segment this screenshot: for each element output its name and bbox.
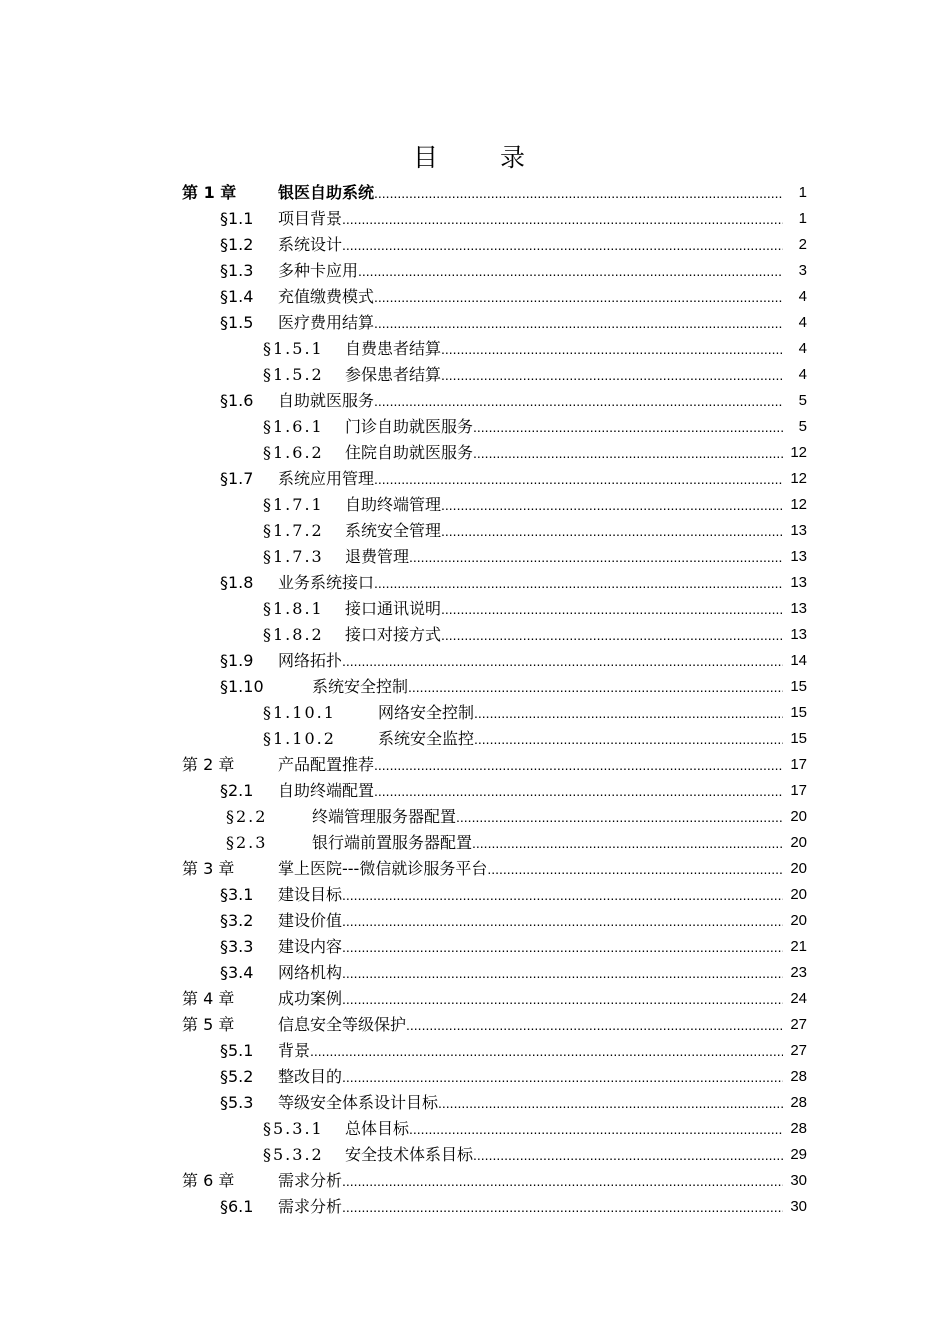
toc-entry-title: 充值缴费模式 (278, 287, 375, 306)
toc-entry-page: 30 (790, 1198, 807, 1215)
toc-entry-number: §1.7 (220, 469, 254, 488)
toc-entry-page: 12 (790, 444, 807, 461)
toc-entry-title: 安全技术体系目标 (345, 1145, 474, 1164)
dot-leader (310, 1038, 783, 1064)
toc-entry-title: 系统应用管理 (278, 469, 375, 488)
toc-entry[interactable] (0, 752, 950, 778)
dot-leader (374, 180, 783, 206)
toc-entry[interactable] (0, 882, 950, 908)
toc-entry-number: 第 4 章 (182, 989, 235, 1008)
toc-entry-title: 背景 (278, 1041, 311, 1060)
toc-entry-number: §1.6.1 (263, 417, 324, 436)
dot-leader (374, 466, 783, 492)
toc-entry-title: 参保患者结算 (345, 365, 442, 384)
toc-entry-page: 13 (790, 548, 807, 565)
toc-entry-page: 30 (790, 1172, 807, 1189)
dot-leader (474, 700, 783, 726)
toc-entry-page: 27 (790, 1016, 807, 1033)
dot-leader (456, 804, 783, 830)
toc-entry-page: 27 (790, 1042, 807, 1059)
dot-leader (342, 1064, 783, 1090)
toc-entry-title: 总体目标 (345, 1119, 410, 1138)
toc-entry-number: §1.4 (220, 287, 254, 306)
dot-leader (374, 752, 783, 778)
toc-entry-page: 24 (790, 990, 807, 1007)
dot-leader (441, 596, 783, 622)
toc-entry-title: 需求分析 (278, 1171, 343, 1190)
toc-entry-page: 1 (798, 210, 807, 227)
toc-entry[interactable] (0, 414, 950, 440)
toc-entry[interactable] (0, 232, 950, 258)
toc-entry-page: 4 (798, 314, 807, 331)
dot-leader (406, 1012, 783, 1038)
toc-entry-title: 系统安全管理 (345, 521, 442, 540)
toc-entry-page: 20 (790, 886, 807, 903)
dot-leader (441, 336, 783, 362)
toc-entry[interactable] (0, 1116, 950, 1142)
toc-entry[interactable] (0, 492, 950, 518)
toc-entry-number: §2.2 (226, 807, 268, 826)
toc-entry-number: §1.6 (220, 391, 254, 410)
toc-entry-number: §5.3.2 (263, 1145, 324, 1164)
toc-entry-page: 3 (798, 262, 807, 279)
dot-leader (409, 544, 783, 570)
dot-leader (438, 1090, 783, 1116)
toc-entry-page: 20 (790, 912, 807, 929)
toc-entry[interactable] (0, 258, 950, 284)
dot-leader (342, 206, 783, 232)
toc-entry-title: 项目背景 (278, 209, 343, 228)
toc-entry-number: §1.8 (220, 573, 254, 592)
toc-entry[interactable] (0, 388, 950, 414)
toc-entry[interactable] (0, 284, 950, 310)
dot-leader (374, 388, 783, 414)
dot-leader (472, 830, 783, 856)
toc-entry-number: §1.7.2 (263, 521, 324, 540)
toc-entry-number: §3.4 (220, 963, 254, 982)
toc-entry-number: §1.5 (220, 313, 254, 332)
toc-entry[interactable] (0, 1012, 950, 1038)
toc-entry[interactable] (0, 362, 950, 388)
toc-entry-page: 15 (790, 704, 807, 721)
toc-entry-title: 接口对接方式 (345, 625, 442, 644)
dot-leader (441, 492, 783, 518)
toc-entry-page: 20 (790, 860, 807, 877)
toc-entry[interactable] (0, 596, 950, 622)
dot-leader (473, 414, 783, 440)
toc-entry-page: 17 (790, 756, 807, 773)
dot-leader (374, 778, 783, 804)
toc-entry[interactable] (0, 1090, 950, 1116)
toc-entry-title: 退费管理 (345, 547, 410, 566)
toc-entry-page: 15 (790, 730, 807, 747)
toc-entry[interactable] (0, 180, 950, 206)
toc-entry[interactable] (0, 440, 950, 466)
toc-entry-title: 医疗费用结算 (278, 313, 375, 332)
toc-entry-title: 系统设计 (278, 235, 343, 254)
dot-leader (342, 908, 783, 934)
dot-leader (473, 1142, 783, 1168)
toc-entry-page: 2 (798, 236, 807, 253)
toc-entry[interactable] (0, 336, 950, 362)
toc-entry-number: 第 1 章 (182, 183, 237, 202)
toc-entry-title: 成功案例 (278, 989, 343, 1008)
toc-entry-number: §1.8.1 (263, 599, 324, 618)
toc-entry-number: §1.10 (220, 677, 264, 696)
dot-leader (441, 362, 783, 388)
toc-entry[interactable] (0, 830, 950, 856)
toc-entry-title: 建设价值 (278, 911, 343, 930)
toc-entry-number: 第 2 章 (182, 755, 235, 774)
toc-entry[interactable] (0, 908, 950, 934)
toc-entry-page: 1 (798, 184, 807, 201)
toc-title: 目录 (412, 143, 587, 172)
toc-entry-number: 第 3 章 (182, 859, 235, 878)
toc-entry[interactable] (0, 700, 950, 726)
toc-entry[interactable] (0, 960, 950, 986)
toc-entry-page: 20 (790, 834, 807, 851)
toc-entry-page: 20 (790, 808, 807, 825)
toc-entry-page: 14 (790, 652, 807, 669)
toc-entry[interactable] (0, 1142, 950, 1168)
toc-entry-title: 网络拓扑 (278, 651, 343, 670)
toc-entry-page: 12 (790, 496, 807, 513)
toc-entry-page: 28 (790, 1068, 807, 1085)
toc-entry[interactable] (0, 570, 950, 596)
dot-leader (342, 882, 783, 908)
toc-entry-page: 17 (790, 782, 807, 799)
toc-entry-number: §1.5.1 (263, 339, 324, 358)
toc-entry-number: §5.3 (220, 1093, 254, 1112)
dot-leader (374, 570, 783, 596)
toc-entry-number: §5.3.1 (263, 1119, 324, 1138)
toc-entry-page: 15 (790, 678, 807, 695)
toc-entry[interactable] (0, 1194, 950, 1220)
toc-entry-number: §5.2 (220, 1067, 254, 1086)
toc-entry[interactable] (0, 856, 950, 882)
toc-entry[interactable] (0, 804, 950, 830)
dot-leader (342, 1194, 783, 1220)
toc-entry-title: 网络安全控制 (378, 703, 475, 722)
toc-entry-title: 住院自助就医服务 (345, 443, 474, 462)
dot-leader (342, 1168, 783, 1194)
toc-entry-title: 产品配置推荐 (278, 755, 375, 774)
dot-leader (474, 726, 783, 752)
toc-entry-title: 等级安全体系设计目标 (278, 1093, 439, 1112)
toc-entry[interactable] (0, 622, 950, 648)
toc-entry-title: 银医自助系统 (278, 183, 375, 202)
toc-entry[interactable] (0, 1038, 950, 1064)
toc-entry-title: 掌上医院---微信就诊服务平台 (278, 859, 488, 878)
toc-entry-page: 21 (790, 938, 807, 955)
toc-entry-number: §3.2 (220, 911, 254, 930)
toc-entry-number: §6.1 (220, 1197, 254, 1216)
toc-entry-number: §1.1 (220, 209, 254, 228)
dot-leader (409, 1116, 783, 1142)
toc-entry-number: §1.9 (220, 651, 254, 670)
toc-entry-title: 门诊自助就医服务 (345, 417, 474, 436)
toc-entry-title: 多种卡应用 (278, 261, 359, 280)
toc-entry-number: §1.10.1 (263, 703, 336, 722)
toc-entry-page: 4 (798, 366, 807, 383)
toc-entry-number: §1.6.2 (263, 443, 324, 462)
toc-entry-page: 28 (790, 1094, 807, 1111)
toc-entry[interactable] (0, 1168, 950, 1194)
dot-leader (408, 674, 783, 700)
toc-entry[interactable] (0, 518, 950, 544)
dot-leader (374, 310, 783, 336)
dot-leader (358, 258, 783, 284)
toc-entry-number: 第 6 章 (182, 1171, 235, 1190)
toc-entry-page: 13 (790, 522, 807, 539)
toc-entry-number: §2.1 (220, 781, 254, 800)
dot-leader (473, 440, 783, 466)
toc-entry-page: 29 (790, 1146, 807, 1163)
toc-entry-number: §1.7.3 (263, 547, 324, 566)
toc-entry-number: §1.3 (220, 261, 254, 280)
toc-entry-number: §5.1 (220, 1041, 254, 1060)
toc-entry-page: 28 (790, 1120, 807, 1137)
dot-leader (342, 934, 783, 960)
toc-entry-title: 建设内容 (278, 937, 343, 956)
toc-entry[interactable] (0, 934, 950, 960)
toc-entry-title: 自助终端配置 (278, 781, 375, 800)
toc-entry-number: §1.7.1 (263, 495, 324, 514)
toc-entry[interactable] (0, 544, 950, 570)
toc-entry-title: 终端管理服务器配置 (312, 807, 457, 826)
dot-leader (374, 284, 783, 310)
toc-entry-title: 系统安全监控 (378, 729, 475, 748)
dot-leader (441, 518, 783, 544)
toc-entry-page: 5 (798, 418, 807, 435)
toc-entry-title: 需求分析 (278, 1197, 343, 1216)
toc-entry-title: 自助终端管理 (345, 495, 442, 514)
dot-leader (342, 960, 783, 986)
toc-entry-page: 4 (798, 340, 807, 357)
toc-entry-title: 建设目标 (278, 885, 343, 904)
toc-entry-title: 整改目的 (278, 1067, 343, 1086)
toc-entry[interactable] (0, 986, 950, 1012)
toc-entry-title: 业务系统接口 (278, 573, 375, 592)
toc-entry-page: 13 (790, 600, 807, 617)
toc-entry[interactable] (0, 466, 950, 492)
toc-entry-title: 自助就医服务 (278, 391, 375, 410)
toc-entry[interactable] (0, 726, 950, 752)
toc-entry[interactable] (0, 1064, 950, 1090)
toc-entry-title: 信息安全等级保护 (278, 1015, 407, 1034)
toc-entry-page: 5 (798, 392, 807, 409)
dot-leader (342, 232, 783, 258)
toc-entry-title: 自费患者结算 (345, 339, 442, 358)
toc-entry-number: 第 5 章 (182, 1015, 235, 1034)
toc-entry-page: 13 (790, 574, 807, 591)
toc-entry-page: 12 (790, 470, 807, 487)
toc-entry-number: §1.2 (220, 235, 254, 254)
toc-entry-title: 银行端前置服务器配置 (312, 833, 473, 852)
toc-list (0, 180, 950, 1220)
dot-leader (441, 622, 783, 648)
toc-entry-number: §1.10.2 (263, 729, 336, 748)
toc-entry-page: 13 (790, 626, 807, 643)
dot-leader (342, 986, 783, 1012)
dot-leader (487, 856, 783, 882)
toc-entry-page: 23 (790, 964, 807, 981)
toc-entry-number: §2.3 (226, 833, 268, 852)
toc-entry-title: 接口通讯说明 (345, 599, 442, 618)
toc-entry-number: §3.1 (220, 885, 254, 904)
toc-entry[interactable] (0, 674, 950, 700)
toc-entry-number: §1.5.2 (263, 365, 324, 384)
toc-entry-number: §3.3 (220, 937, 254, 956)
toc-entry[interactable] (0, 310, 950, 336)
toc-entry[interactable] (0, 648, 950, 674)
toc-entry[interactable] (0, 778, 950, 804)
dot-leader (342, 648, 783, 674)
toc-entry[interactable] (0, 206, 950, 232)
toc-entry-page: 4 (798, 288, 807, 305)
toc-entry-number: §1.8.2 (263, 625, 324, 644)
toc-entry-title: 系统安全控制 (312, 677, 409, 696)
toc-entry-title: 网络机构 (278, 963, 343, 982)
